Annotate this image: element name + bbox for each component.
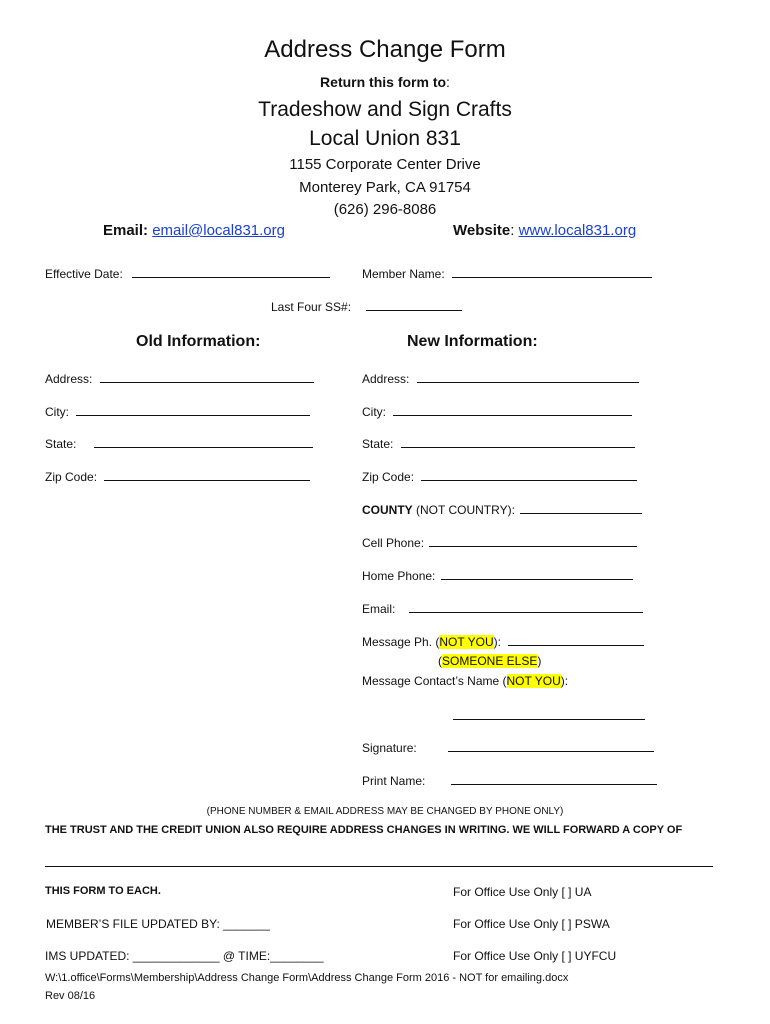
new-city-line[interactable]	[393, 404, 632, 416]
org-name: Tradeshow and Sign Crafts	[258, 98, 512, 121]
old-address-field[interactable]	[45, 371, 314, 386]
message-phone-label: Message Ph. (	[362, 635, 440, 649]
county-line[interactable]	[520, 502, 642, 514]
members-file-updated[interactable]: MEMBER’S FILE UPDATED BY: _______	[46, 917, 270, 931]
old-state-line[interactable]	[94, 436, 313, 448]
ims-updated[interactable]: IMS UPDATED: _____________ @ TIME:________	[45, 949, 324, 963]
signature-label: Signature:	[362, 741, 417, 755]
org-city-state: Monterey Park, CA 91754	[299, 179, 471, 196]
cell-phone-line[interactable]	[429, 535, 637, 547]
message-contact-label: Message Contact’s Name (	[362, 674, 507, 688]
website-label: Website	[453, 222, 511, 239]
new-email-field[interactable]	[362, 601, 643, 616]
new-address-label: Address:	[362, 372, 410, 386]
old-address-label: Address:	[45, 372, 93, 386]
new-zip-line[interactable]	[421, 469, 637, 481]
new-email-line[interactable]	[409, 601, 643, 613]
old-address-line[interactable]	[100, 371, 314, 383]
new-address-line[interactable]	[417, 371, 639, 383]
new-state-field[interactable]	[362, 436, 635, 451]
org-phone: (626) 296-8086	[333, 201, 437, 218]
message-contact-line[interactable]	[453, 708, 645, 720]
website-colon: :	[510, 222, 515, 239]
new-address-field[interactable]	[362, 371, 639, 386]
return-to-text: Return this form to	[320, 74, 447, 90]
return-to-colon: :	[446, 74, 450, 90]
message-contact-field[interactable]	[453, 707, 645, 725]
member-name-field[interactable]	[362, 266, 652, 281]
old-city-field[interactable]	[45, 404, 310, 419]
new-zip-label: Zip Code:	[362, 470, 415, 484]
website-row	[453, 222, 636, 239]
new-info-heading: New Information:	[407, 333, 538, 350]
print-name-label: Print Name:	[362, 774, 426, 788]
last-four-ss-line[interactable]	[366, 299, 462, 311]
not-you-highlight: NOT YOU	[439, 635, 494, 649]
old-zip-field[interactable]	[45, 469, 310, 484]
file-path: W:\1.office\Forms\Membership\Address Change Form\Address Change Form 2016 - NOT for emailing.docx	[45, 972, 569, 984]
print-name-field[interactable]	[362, 773, 657, 788]
this-form-to-each: THIS FORM TO EACH.	[45, 885, 161, 897]
office-use-pswa[interactable]: For Office Use Only [ ] PSWA	[453, 917, 610, 931]
message-phone-close: ):	[493, 635, 501, 649]
cell-phone-label: Cell Phone:	[362, 536, 425, 550]
new-city-field[interactable]	[362, 404, 632, 419]
office-use-uyfcu[interactable]: For Office Use Only [ ] UYFCU	[453, 949, 617, 963]
cell-phone-field[interactable]	[362, 535, 637, 550]
county-field[interactable]	[362, 502, 642, 517]
form-title: Address Change Form	[264, 36, 506, 63]
email-row	[103, 222, 285, 239]
revision: Rev 08/16	[45, 990, 96, 1002]
new-email-label: Email:	[362, 602, 396, 616]
signature-field[interactable]	[362, 740, 654, 755]
new-zip-field[interactable]	[362, 469, 637, 484]
message-phone-line[interactable]	[508, 634, 644, 646]
forward-line	[45, 866, 713, 867]
message-contact-close: ):	[560, 674, 569, 688]
home-phone-line[interactable]	[441, 568, 633, 580]
member-name-label: Member Name:	[362, 267, 445, 281]
old-city-label: City:	[45, 405, 69, 419]
org-street: 1155 Corporate Center Drive	[289, 156, 481, 173]
old-city-line[interactable]	[76, 404, 310, 416]
office-use-ua[interactable]: For Office Use Only [ ] UA	[453, 885, 592, 899]
old-zip-line[interactable]	[104, 469, 310, 481]
website-link[interactable]: www.local831.org	[518, 222, 637, 239]
new-state-label: State:	[362, 437, 394, 451]
new-city-label: City:	[362, 405, 386, 419]
old-state-label: State:	[45, 437, 77, 451]
someone-else-open: (	[438, 654, 442, 668]
county-label-rest: (NOT COUNTRY):	[416, 503, 515, 517]
home-phone-label: Home Phone:	[362, 569, 436, 583]
new-state-line[interactable]	[401, 436, 635, 448]
phone-note: (PHONE NUMBER & EMAIL ADDRESS MAY BE CHANGED BY PHONE ONLY)	[206, 806, 564, 817]
county-label-bold: COUNTY	[362, 503, 413, 517]
old-state-field[interactable]	[45, 436, 313, 451]
print-name-line[interactable]	[451, 773, 657, 785]
return-to-label	[0, 74, 770, 90]
message-contact-label-row	[362, 674, 568, 688]
not-you-2-highlight: NOT YOU	[506, 674, 561, 688]
someone-else-highlight: SOMEONE ELSE	[442, 654, 538, 668]
member-name-line[interactable]	[452, 266, 652, 278]
someone-else-note	[438, 654, 541, 668]
effective-date-label: Effective Date:	[45, 267, 123, 281]
last-four-ss-label: Last Four SS#:	[271, 300, 352, 314]
old-info-heading: Old Information:	[136, 333, 261, 350]
message-phone-field[interactable]	[362, 634, 644, 649]
effective-date-line[interactable]	[132, 266, 330, 278]
email-label: Email:	[103, 222, 149, 239]
org-local: Local Union 831	[309, 127, 461, 150]
someone-else-close: )	[537, 654, 542, 668]
signature-line[interactable]	[448, 740, 654, 752]
home-phone-field[interactable]	[362, 568, 633, 583]
old-zip-label: Zip Code:	[45, 470, 98, 484]
effective-date-field[interactable]	[45, 266, 330, 281]
last-four-ss-field[interactable]	[271, 299, 462, 314]
trust-note: THE TRUST AND THE CREDIT UNION ALSO REQUIRE ADDRESS CHANGES IN WRITING. WE WILL FORWARD A COPY OF	[45, 824, 683, 836]
email-link[interactable]: email@local831.org	[152, 222, 285, 239]
